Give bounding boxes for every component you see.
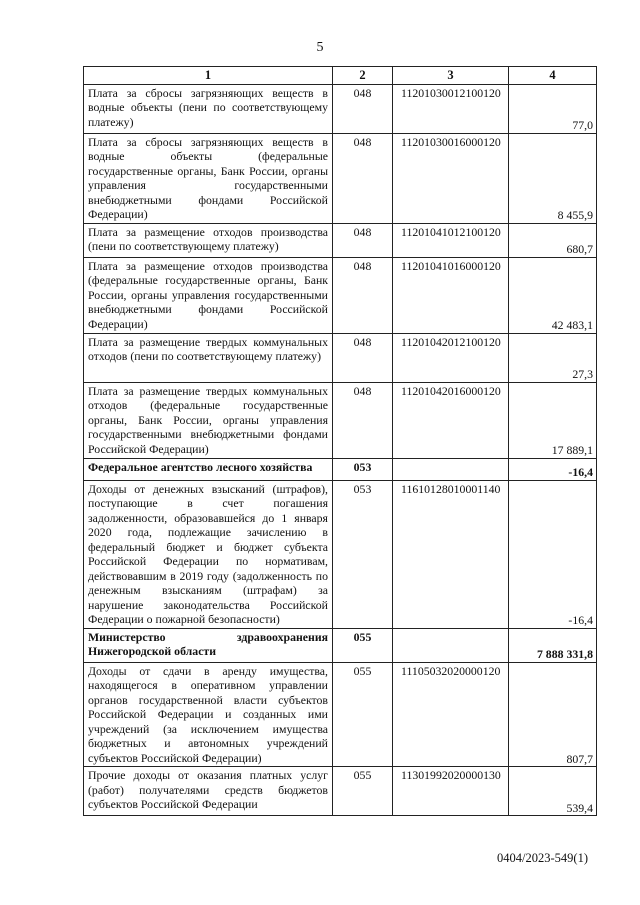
row-budget-code-cell: 11610128010001140: [393, 480, 509, 628]
row-budget-code-cell: 11201041016000120: [393, 257, 509, 333]
row-amount-cell: 27,3: [509, 333, 597, 382]
row-name-cell: Плата за сбросы загрязняющих веществ в водные объекты (федеральные государственные органы, Банк России, органы управления государственными внебюджетными фондами Российской Федерации): [84, 133, 333, 223]
row-amount-cell: 7 888 331,8: [509, 628, 597, 662]
row-name-cell: Плата за размещение отходов производства (пени по соответствующему платежу): [84, 223, 333, 257]
column-header-3: 3: [393, 67, 509, 85]
row-amount-cell: 77,0: [509, 84, 597, 133]
row-amount-cell: 8 455,9: [509, 133, 597, 223]
document-code: 0404/2023-549(1): [497, 851, 588, 865]
row-admin-code-cell: 048: [333, 223, 393, 257]
revenue-table: [83, 66, 597, 816]
row-budget-code-cell: 11201030016000120: [393, 133, 509, 223]
row-name-cell: Плата за размещение твердых коммунальных отходов (пени по соответствующему платежу): [84, 333, 333, 382]
row-admin-code-cell: 053: [333, 458, 393, 480]
row-name-cell: Федеральное агентство лесного хозяйства: [84, 458, 333, 480]
row-name-cell: Плата за размещение твердых коммунальных отходов (федеральные государственные органы, Банк России, органы управления государственными внебюджетными фондами Российской Федерации): [84, 382, 333, 458]
row-amount-cell: 807,7: [509, 662, 597, 767]
row-name-cell: Плата за размещение отходов производства (федеральные государственные органы, Банк России, органы управления государственными внебюджетными фондами Российской Федерации): [84, 257, 333, 333]
row-name-cell: Доходы от денежных взысканий (штрафов), поступающие в счет погашения задолженности, образовавшейся до 1 января 2020 года, подлежащие зачислению в федеральный бюджет и бюджет субъекта Российской Федерации по нормативам, действовавшим в 2019 году (задолженность по денежным взысканиям (штрафам) за нарушение законодательства Российской Федерации о пожарной безопасности): [84, 480, 333, 628]
table-row: [84, 257, 597, 333]
row-amount-cell: 539,4: [509, 767, 597, 816]
table-row: [84, 84, 597, 133]
row-admin-code-cell: 055: [333, 662, 393, 767]
section-row: [84, 628, 597, 662]
row-name-cell: Плата за сбросы загрязняющих веществ в водные объекты (пени по соответствующему платежу): [84, 84, 333, 133]
row-admin-code-cell: 055: [333, 628, 393, 662]
row-amount-cell: 17 889,1: [509, 382, 597, 458]
column-header-2: 2: [333, 67, 393, 85]
row-admin-code-cell: 048: [333, 382, 393, 458]
row-amount-cell: -16,4: [509, 458, 597, 480]
column-header-4: 4: [509, 67, 597, 85]
row-admin-code-cell: 048: [333, 333, 393, 382]
row-budget-code-cell: 11201042016000120: [393, 382, 509, 458]
table-header-row: [84, 67, 597, 85]
row-amount-cell: 42 483,1: [509, 257, 597, 333]
row-admin-code-cell: 053: [333, 480, 393, 628]
row-amount-cell: -16,4: [509, 480, 597, 628]
row-admin-code-cell: 048: [333, 133, 393, 223]
section-row: [84, 458, 597, 480]
row-amount-cell: 680,7: [509, 223, 597, 257]
table-row: [84, 662, 597, 767]
row-budget-code-cell: 11105032020000120: [393, 662, 509, 767]
table-row: [84, 767, 597, 816]
row-admin-code-cell: 048: [333, 84, 393, 133]
page-number: 5: [316, 40, 324, 55]
table-row: [84, 223, 597, 257]
table-row: [84, 333, 597, 382]
table-row: [84, 133, 597, 223]
row-budget-code-cell: [393, 458, 509, 480]
row-budget-code-cell: 11201041012100120: [393, 223, 509, 257]
row-name-cell: Прочие доходы от оказания платных услуг (работ) получателями средств бюджетов субъектов Российской Федерации: [84, 767, 333, 816]
row-budget-code-cell: 11201042012100120: [393, 333, 509, 382]
table-row: [84, 382, 597, 458]
row-admin-code-cell: 048: [333, 257, 393, 333]
row-budget-code-cell: 11301992020000130: [393, 767, 509, 816]
row-budget-code-cell: [393, 628, 509, 662]
row-name-cell: Министерство здравоохранения Нижегородской области: [84, 628, 333, 662]
revenue-table-body: [84, 67, 597, 816]
row-name-cell: Доходы от сдачи в аренду имущества, находящегося в оперативном управлении органов государственной власти субъектов Российской Федерации и созданных ими учреждений (за исключением имущества бюджетных и автономных учреждений субъектов Российской Федерации): [84, 662, 333, 767]
table-row: [84, 480, 597, 628]
column-header-1: 1: [84, 67, 333, 85]
row-admin-code-cell: 055: [333, 767, 393, 816]
row-budget-code-cell: 11201030012100120: [393, 84, 509, 133]
